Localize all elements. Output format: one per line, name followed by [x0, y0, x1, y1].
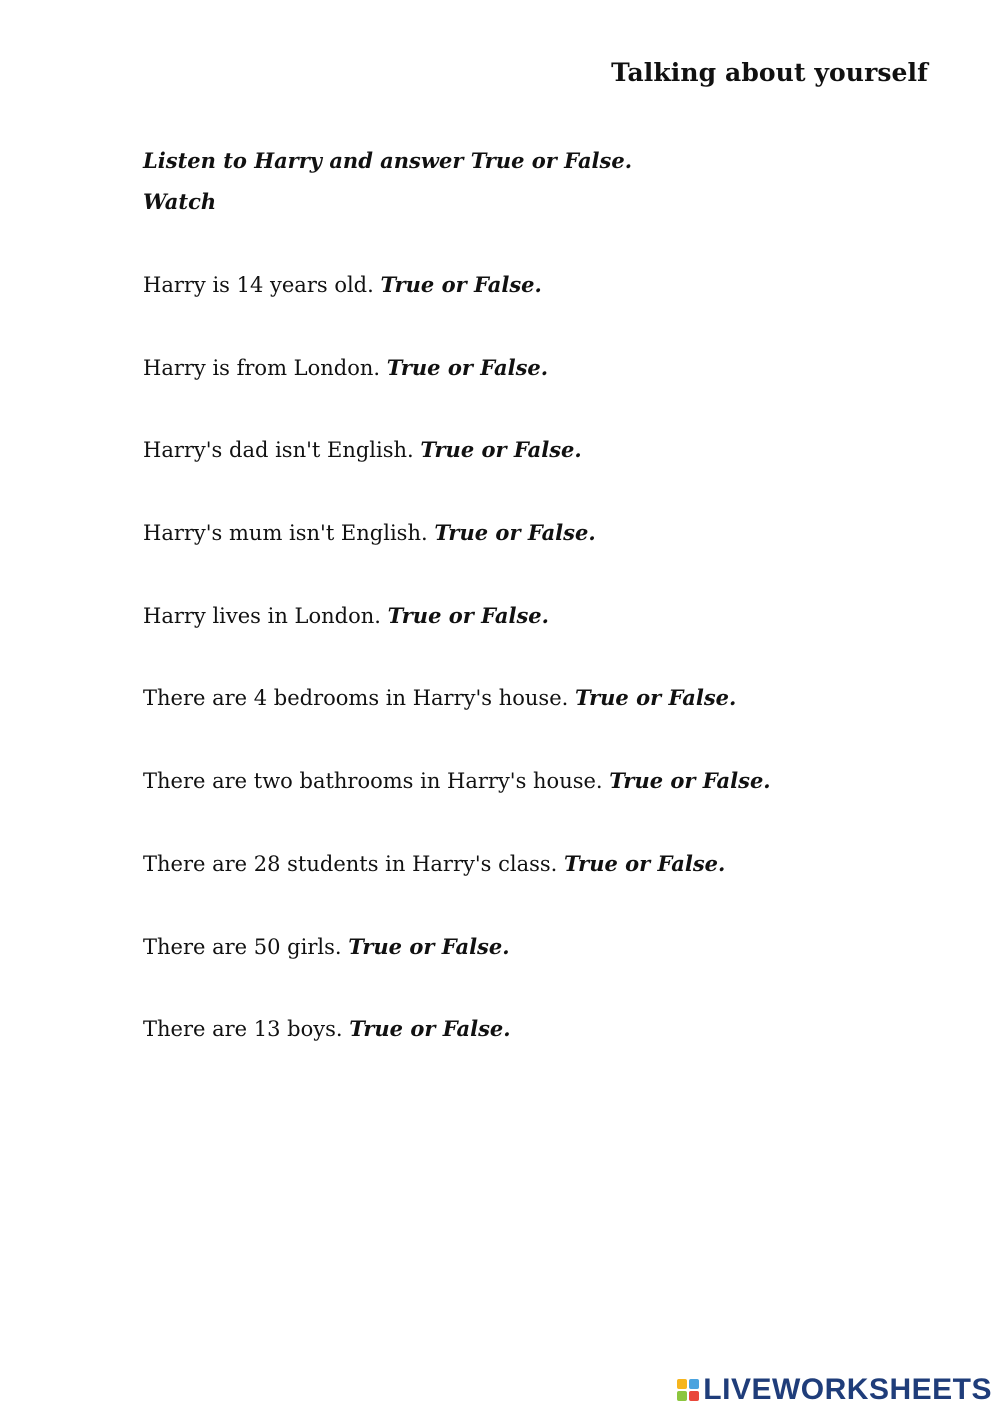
- brand-name: LIVEWORKSHEETS: [703, 1373, 992, 1406]
- statement-text: Harry's mum isn't English.: [143, 521, 428, 546]
- true-false-answer[interactable]: True or False.: [609, 768, 771, 794]
- instruction-text: Listen to Harry and answer True or False.: [143, 148, 633, 173]
- true-false-answer[interactable]: True or False.: [434, 520, 596, 546]
- statement-text: There are 28 students in Harry's class.: [143, 851, 558, 876]
- statement-item: [143, 1014, 771, 1097]
- statement-text: There are 50 girls.: [143, 934, 342, 959]
- true-false-answer[interactable]: True or False.: [420, 437, 582, 463]
- liveworksheets-logo-icon: [677, 1379, 699, 1401]
- watch-link[interactable]: Watch: [143, 189, 217, 214]
- statement-item: [143, 353, 771, 436]
- true-false-answer[interactable]: True or False.: [564, 850, 726, 876]
- statement-item: [143, 932, 771, 1015]
- statement-text: There are 13 boys.: [143, 1017, 343, 1042]
- logo-square: [689, 1391, 699, 1401]
- statement-item: [143, 766, 771, 849]
- statement-text: Harry is 14 years old.: [143, 273, 374, 297]
- statement-item: [143, 518, 771, 601]
- statement-item: [143, 683, 771, 766]
- statement-text: There are two bathrooms in Harry's house.: [143, 769, 603, 794]
- logo-square: [677, 1379, 687, 1389]
- statement-text: Harry's dad isn't English.: [143, 438, 414, 463]
- statement-item: [143, 601, 771, 684]
- statement-item: [143, 849, 771, 932]
- statement-text: Harry is from London.: [143, 355, 381, 380]
- true-false-answer[interactable]: True or False.: [387, 602, 549, 628]
- statement-item: [143, 270, 771, 353]
- statement-text: There are 4 bedrooms in Harry's house.: [143, 686, 569, 711]
- true-false-answer[interactable]: True or False.: [574, 685, 737, 711]
- statement-item: [143, 435, 771, 518]
- true-false-answer[interactable]: True or False.: [349, 1016, 511, 1042]
- statement-list: [143, 270, 771, 1097]
- true-false-answer[interactable]: True or False.: [348, 933, 510, 959]
- true-false-answer[interactable]: True or False.: [380, 272, 542, 297]
- liveworksheets-brand: [677, 1373, 992, 1407]
- logo-square: [677, 1391, 687, 1401]
- statement-text: Harry lives in London.: [143, 603, 381, 628]
- logo-square: [689, 1379, 699, 1389]
- true-false-answer[interactable]: True or False.: [386, 354, 549, 380]
- page-title: Talking about yourself: [611, 58, 928, 87]
